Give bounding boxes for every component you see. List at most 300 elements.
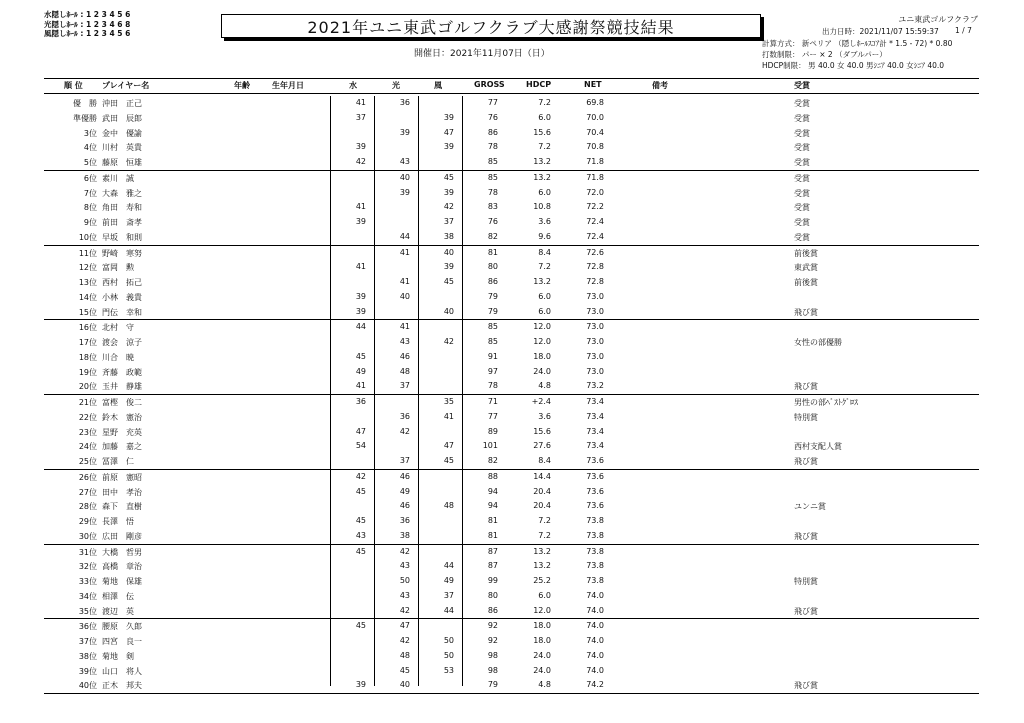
rank-cell: 12位 bbox=[78, 263, 97, 273]
player-name-cell: 四宮 良一 bbox=[102, 637, 142, 646]
net-cell: 73.6 bbox=[586, 501, 604, 511]
mizu-score-cell: 45 bbox=[355, 516, 366, 525]
hdcp-cell: 7.2 bbox=[538, 142, 551, 152]
hikari-score-cell: 42 bbox=[399, 546, 410, 556]
table-row bbox=[44, 529, 979, 545]
hdcp-cell: 14.4 bbox=[533, 471, 551, 481]
net-cell: 73.6 bbox=[586, 456, 604, 465]
mizu-score-cell: 45 bbox=[355, 486, 366, 496]
table-row bbox=[44, 664, 979, 679]
hdcp-cell: 4.8 bbox=[538, 680, 551, 690]
hdcp-cell: 13.2 bbox=[533, 277, 551, 286]
net-cell: 73.8 bbox=[586, 561, 604, 571]
kaze-score-cell: 44 bbox=[443, 605, 454, 615]
gross-cell: 87 bbox=[487, 546, 498, 556]
rank-cell: 8位 bbox=[83, 203, 97, 213]
table-row bbox=[44, 320, 979, 335]
player-name-cell: 小林 義貴 bbox=[102, 292, 142, 302]
net-cell: 73.4 bbox=[586, 397, 604, 406]
mizu-score-cell: 36 bbox=[355, 397, 366, 406]
rank-cell: 32位 bbox=[78, 562, 97, 572]
hikari-score-cell: 41 bbox=[399, 322, 410, 332]
gross-cell: 80 bbox=[487, 262, 498, 272]
rank-cell: 39位 bbox=[78, 666, 97, 676]
rank-cell: 37位 bbox=[78, 637, 97, 646]
gross-cell: 89 bbox=[487, 426, 498, 436]
net-cell: 73.4 bbox=[586, 426, 604, 436]
net-cell: 70.0 bbox=[586, 112, 604, 122]
player-name-cell: 藤原 恒雄 bbox=[102, 158, 142, 167]
net-cell: 73.4 bbox=[586, 441, 604, 451]
net-cell: 74.0 bbox=[586, 650, 604, 660]
kaze-score-cell: 42 bbox=[443, 337, 454, 346]
hikari-score-cell: 37 bbox=[399, 456, 410, 465]
prize-cell: 前後賞 bbox=[794, 248, 818, 258]
net-cell: 72.4 bbox=[586, 217, 604, 226]
rank-cell: 24位 bbox=[78, 442, 97, 452]
kaze-score-cell: 45 bbox=[443, 172, 454, 182]
player-name-cell: 冨澤 仁 bbox=[102, 457, 134, 466]
prize-cell: 男性の部ﾍﾞｽﾄｸﾞﾛｽ bbox=[794, 398, 858, 407]
player-name-cell: 山口 将人 bbox=[102, 666, 142, 676]
rank-cell: 30位 bbox=[78, 531, 97, 541]
player-name-cell: 富岡 勲 bbox=[102, 263, 134, 273]
table-row bbox=[44, 395, 979, 410]
hdcp-cell: 18.0 bbox=[533, 621, 551, 631]
mizu-score-cell: 47 bbox=[355, 426, 366, 436]
mizu-score-cell: 41 bbox=[355, 202, 366, 212]
kaze-score-cell: 40 bbox=[443, 247, 454, 257]
rank-cell: 35位 bbox=[78, 606, 97, 616]
table-row bbox=[44, 126, 979, 141]
hdcp-cell: 15.6 bbox=[533, 426, 551, 436]
mizu-score-cell: 49 bbox=[355, 366, 366, 376]
hdcp-cell: 6.0 bbox=[538, 112, 551, 122]
rank-cell: 22位 bbox=[78, 412, 97, 422]
hdcp-cell: 20.4 bbox=[533, 501, 551, 511]
player-name-cell: 長澤 悟 bbox=[102, 517, 134, 526]
table-row bbox=[44, 365, 979, 380]
player-name-cell: 角田 寿和 bbox=[102, 203, 142, 213]
hikari-score-cell: 41 bbox=[399, 277, 410, 286]
table-row bbox=[44, 140, 979, 155]
gross-cell: 71 bbox=[487, 397, 498, 406]
held-date: 開催日：2021年11月07日（日） bbox=[414, 49, 550, 59]
kaze-score-cell: 40 bbox=[443, 306, 454, 316]
mizu-score-cell: 41 bbox=[355, 262, 366, 272]
calc-method-line: 計算方式： 新ペリア （隠しﾎｰﾙｽｺｱ計 * 1.5 - 72) * 0.80 bbox=[762, 39, 953, 48]
legend-line-mizu: 水隠しﾎｰﾙ : 1 2 3 4 5 6 bbox=[44, 10, 131, 19]
prize-cell: 飛び賞 bbox=[794, 681, 818, 691]
hdcp-cell: 13.2 bbox=[533, 561, 551, 571]
gross-cell: 77 bbox=[487, 98, 498, 107]
gross-cell: 88 bbox=[487, 471, 498, 481]
gross-cell: 81 bbox=[487, 516, 498, 525]
table-row bbox=[44, 514, 979, 529]
rank-cell: 23位 bbox=[78, 427, 97, 437]
net-cell: 73.8 bbox=[586, 516, 604, 525]
rank-cell: 36位 bbox=[78, 622, 97, 632]
table-row bbox=[44, 350, 979, 365]
mizu-score-cell: 54 bbox=[355, 441, 366, 451]
col-kaze: 風 bbox=[434, 81, 442, 90]
mizu-score-cell: 42 bbox=[355, 157, 366, 166]
page-title: 2021年ユニ東武ゴルフクラブ大感謝祭競技結果 bbox=[221, 14, 761, 38]
hdcp-cell: 24.0 bbox=[533, 366, 551, 376]
net-cell: 73.6 bbox=[586, 471, 604, 481]
net-cell: 73.8 bbox=[586, 576, 604, 585]
rank-cell: 28位 bbox=[78, 502, 97, 512]
hikari-score-cell: 43 bbox=[399, 157, 410, 166]
hdcp-cell: 7.2 bbox=[538, 530, 551, 540]
gross-cell: 82 bbox=[487, 231, 498, 241]
rank-cell: 26位 bbox=[78, 472, 97, 482]
player-name-cell: 西村 拓己 bbox=[102, 278, 142, 287]
output-datetime: 出力日時：2021/11/07 15:59:37 bbox=[822, 27, 939, 36]
hdcp-cell: 25.2 bbox=[533, 576, 551, 585]
kaze-score-cell: 39 bbox=[443, 262, 454, 272]
mizu-score-cell: 39 bbox=[355, 142, 366, 152]
table-row bbox=[44, 470, 979, 485]
player-name-cell: 金中 優諭 bbox=[102, 128, 142, 138]
player-name-cell: 菊地 保雄 bbox=[102, 577, 142, 586]
kaze-score-cell: 35 bbox=[443, 397, 454, 406]
prize-cell: 特別賞 bbox=[794, 577, 818, 586]
prize-cell: 受賞 bbox=[794, 232, 810, 242]
rank-cell: 25位 bbox=[78, 457, 97, 466]
gross-cell: 86 bbox=[487, 127, 498, 137]
table-row bbox=[44, 559, 979, 574]
player-name-cell: 武田 辰郎 bbox=[102, 113, 142, 123]
table-row bbox=[44, 96, 979, 111]
prize-cell: 受賞 bbox=[794, 203, 810, 213]
gross-cell: 91 bbox=[487, 351, 498, 361]
rank-cell: 4位 bbox=[83, 143, 97, 153]
prize-cell: 特別賞 bbox=[794, 412, 818, 422]
gross-cell: 82 bbox=[487, 456, 498, 465]
hikari-score-cell: 44 bbox=[399, 231, 410, 241]
hdcp-cell: 13.2 bbox=[533, 172, 551, 182]
rank-cell: 3位 bbox=[83, 128, 97, 138]
gross-cell: 98 bbox=[487, 665, 498, 675]
net-cell: 74.0 bbox=[586, 665, 604, 675]
hikari-score-cell: 41 bbox=[399, 247, 410, 257]
hdcp-cell: 12.0 bbox=[533, 605, 551, 615]
mizu-score-cell: 39 bbox=[355, 306, 366, 316]
hikari-score-cell: 36 bbox=[399, 516, 410, 525]
player-name-cell: 鈴木 憲治 bbox=[102, 412, 142, 422]
hdcp-cell: 12.0 bbox=[533, 337, 551, 346]
table-row bbox=[44, 215, 979, 230]
col-hikari: 光 bbox=[392, 81, 400, 90]
gross-cell: 92 bbox=[487, 636, 498, 645]
table-row bbox=[44, 589, 979, 604]
hikari-score-cell: 45 bbox=[399, 665, 410, 675]
net-cell: 74.0 bbox=[586, 590, 604, 600]
hdcp-cell: 6.0 bbox=[538, 306, 551, 316]
gross-cell: 76 bbox=[487, 217, 498, 226]
table-row bbox=[44, 335, 979, 350]
hdcp-cell: 20.4 bbox=[533, 486, 551, 496]
kaze-score-cell: 45 bbox=[443, 277, 454, 286]
player-name-cell: 川合 暁 bbox=[102, 352, 134, 362]
hdcp-cell: 18.0 bbox=[533, 636, 551, 645]
net-cell: 73.6 bbox=[586, 486, 604, 496]
hikari-score-cell: 42 bbox=[399, 605, 410, 615]
hdcp-cell: 24.0 bbox=[533, 650, 551, 660]
hidden-hole-legend bbox=[44, 10, 130, 39]
gross-cell: 79 bbox=[487, 680, 498, 690]
player-name-cell: 菊地 剣 bbox=[102, 651, 134, 661]
player-name-cell: 相澤 伝 bbox=[102, 591, 134, 601]
net-cell: 73.0 bbox=[586, 337, 604, 346]
col-player: プレイヤー名 bbox=[102, 81, 150, 90]
mizu-score-cell: 45 bbox=[355, 621, 366, 631]
hdcp-cell: 12.0 bbox=[533, 322, 551, 332]
rank-cell: 20位 bbox=[78, 382, 97, 392]
table-row bbox=[44, 678, 979, 694]
player-name-cell: 渡会 涼子 bbox=[102, 338, 142, 347]
kaze-score-cell: 47 bbox=[443, 441, 454, 451]
prize-cell: 受賞 bbox=[794, 113, 810, 123]
rank-cell: 7位 bbox=[83, 188, 97, 198]
rank-cell: 優 勝 bbox=[73, 99, 97, 108]
player-name-cell: 玉井 静雄 bbox=[102, 382, 142, 392]
gross-cell: 85 bbox=[487, 157, 498, 166]
mizu-score-cell: 39 bbox=[355, 680, 366, 690]
hdcp-cell: 9.6 bbox=[538, 231, 551, 241]
player-name-cell: 田中 孝治 bbox=[102, 487, 142, 497]
net-cell: 73.4 bbox=[586, 411, 604, 421]
hikari-score-cell: 46 bbox=[399, 501, 410, 511]
organization-name: ユニ東武ゴルフクラブ bbox=[898, 15, 978, 24]
mizu-score-cell: 45 bbox=[355, 546, 366, 556]
col-age: 年齢 bbox=[234, 81, 250, 90]
prize-cell: 受賞 bbox=[794, 173, 810, 183]
rank-cell: 29位 bbox=[78, 517, 97, 526]
hdcp-cell: 6.0 bbox=[538, 187, 551, 197]
prize-cell: 飛び賞 bbox=[794, 606, 818, 616]
hikari-score-cell: 39 bbox=[399, 187, 410, 197]
net-cell: 74.2 bbox=[586, 680, 604, 690]
net-cell: 73.0 bbox=[586, 366, 604, 376]
rank-cell: 21位 bbox=[78, 398, 97, 407]
prize-cell: 受賞 bbox=[794, 128, 810, 138]
hikari-score-cell: 50 bbox=[399, 576, 410, 585]
hdcp-cell: 24.0 bbox=[533, 665, 551, 675]
player-name-cell: 前田 斎孝 bbox=[102, 218, 142, 227]
gross-cell: 87 bbox=[487, 561, 498, 571]
player-name-cell: 高橋 章治 bbox=[102, 562, 142, 572]
net-cell: 74.0 bbox=[586, 605, 604, 615]
prize-cell: 受賞 bbox=[794, 218, 810, 227]
table-row bbox=[44, 305, 979, 321]
mizu-score-cell: 45 bbox=[355, 351, 366, 361]
table-row bbox=[44, 186, 979, 201]
prize-cell: 飛び賞 bbox=[794, 531, 818, 541]
player-name-cell: 川村 英貴 bbox=[102, 143, 142, 153]
hdcp-cell: 6.0 bbox=[538, 291, 551, 301]
col-rank: 順 位 bbox=[64, 81, 83, 90]
prize-cell: 飛び賞 bbox=[794, 382, 818, 392]
hdcp-limit-line: HDCP制限： 男 40.0 女 40.0 男ｼﾆｱ 40.0 女ｼﾆｱ 40.0 bbox=[762, 61, 945, 70]
table-row bbox=[44, 275, 979, 290]
table-row bbox=[44, 410, 979, 425]
net-cell: 71.8 bbox=[586, 157, 604, 166]
gross-cell: 94 bbox=[487, 486, 498, 496]
col-net: NET bbox=[584, 80, 602, 89]
kaze-score-cell: 37 bbox=[443, 590, 454, 600]
mizu-score-cell: 42 bbox=[355, 471, 366, 481]
prize-cell: 受賞 bbox=[794, 158, 810, 167]
table-row bbox=[44, 499, 979, 514]
player-name-cell: 斉藤 政範 bbox=[102, 367, 142, 377]
prize-cell: 受賞 bbox=[794, 99, 810, 108]
table-row bbox=[44, 260, 979, 275]
gross-cell: 98 bbox=[487, 650, 498, 660]
hikari-score-cell: 36 bbox=[399, 98, 410, 107]
kaze-score-cell: 38 bbox=[443, 231, 454, 241]
rank-cell: 40位 bbox=[78, 681, 97, 691]
col-gross: GROSS bbox=[474, 80, 505, 89]
player-name-cell: 大森 雅之 bbox=[102, 188, 142, 198]
prize-cell: ユンニ賞 bbox=[794, 502, 826, 512]
kaze-score-cell: 39 bbox=[443, 142, 454, 152]
gross-cell: 85 bbox=[487, 337, 498, 346]
gross-cell: 81 bbox=[487, 530, 498, 540]
hdcp-cell: +2.4 bbox=[531, 397, 551, 406]
gross-cell: 101 bbox=[482, 441, 498, 451]
rank-cell: 19位 bbox=[78, 367, 97, 377]
rank-cell: 11位 bbox=[78, 248, 97, 258]
rank-cell: 33位 bbox=[78, 577, 97, 586]
kaze-score-cell: 48 bbox=[443, 501, 454, 511]
net-cell: 72.2 bbox=[586, 202, 604, 212]
player-name-cell: 森下 直樹 bbox=[102, 502, 142, 512]
net-cell: 69.8 bbox=[586, 98, 604, 107]
hikari-score-cell: 46 bbox=[399, 351, 410, 361]
hikari-score-cell: 47 bbox=[399, 621, 410, 631]
gross-cell: 99 bbox=[487, 576, 498, 585]
rank-cell: 38位 bbox=[78, 651, 97, 661]
gross-cell: 80 bbox=[487, 590, 498, 600]
table-row bbox=[44, 634, 979, 649]
table-row bbox=[44, 290, 979, 305]
table-row bbox=[44, 454, 979, 470]
hikari-score-cell: 43 bbox=[399, 590, 410, 600]
net-cell: 73.0 bbox=[586, 306, 604, 316]
hikari-score-cell: 40 bbox=[399, 291, 410, 301]
hdcp-cell: 7.2 bbox=[538, 516, 551, 525]
hdcp-cell: 7.2 bbox=[538, 262, 551, 272]
mizu-score-cell: 44 bbox=[355, 322, 366, 332]
hikari-score-cell: 42 bbox=[399, 636, 410, 645]
gross-cell: 92 bbox=[487, 621, 498, 631]
player-name-cell: 大橋 哲男 bbox=[102, 547, 142, 557]
table-row bbox=[44, 649, 979, 664]
table-row bbox=[44, 230, 979, 246]
hdcp-cell: 8.4 bbox=[538, 247, 551, 257]
gross-cell: 85 bbox=[487, 322, 498, 332]
gross-cell: 86 bbox=[487, 277, 498, 286]
gross-cell: 76 bbox=[487, 112, 498, 122]
table-row bbox=[44, 246, 979, 261]
hdcp-cell: 10.8 bbox=[533, 202, 551, 212]
hikari-score-cell: 39 bbox=[399, 127, 410, 137]
kaze-score-cell: 42 bbox=[443, 202, 454, 212]
rank-cell: 14位 bbox=[78, 292, 97, 302]
mizu-score-cell: 41 bbox=[355, 381, 366, 391]
prize-cell: 東武賞 bbox=[794, 263, 818, 273]
page-number: 1 / 7 bbox=[955, 26, 972, 35]
kaze-score-cell: 39 bbox=[443, 112, 454, 122]
kaze-score-cell: 45 bbox=[443, 456, 454, 465]
gross-cell: 77 bbox=[487, 411, 498, 421]
table-row bbox=[44, 485, 979, 500]
col-birthdate: 生年月日 bbox=[272, 81, 304, 90]
rank-cell: 10位 bbox=[78, 232, 97, 242]
mizu-score-cell: 41 bbox=[355, 98, 366, 107]
player-name-cell: 前原 憲昭 bbox=[102, 472, 142, 482]
table-row bbox=[44, 200, 979, 215]
rank-cell: 27位 bbox=[78, 487, 97, 497]
net-cell: 73.2 bbox=[586, 381, 604, 391]
legend-line-kaze: 風隠しﾎｰﾙ : 1 2 3 4 5 6 bbox=[44, 29, 131, 38]
kaze-score-cell: 41 bbox=[443, 411, 454, 421]
gross-cell: 81 bbox=[487, 247, 498, 257]
gross-cell: 85 bbox=[487, 172, 498, 182]
col-hdcp: HDCP bbox=[526, 80, 552, 89]
net-cell: 73.8 bbox=[586, 530, 604, 540]
table-row bbox=[44, 379, 979, 395]
table-row bbox=[44, 574, 979, 589]
rank-cell: 5位 bbox=[83, 158, 97, 167]
gross-cell: 78 bbox=[487, 381, 498, 391]
net-cell: 73.0 bbox=[586, 291, 604, 301]
player-name-cell: 富樫 俊二 bbox=[102, 398, 142, 407]
player-name-cell: 北村 守 bbox=[102, 323, 134, 333]
hikari-score-cell: 40 bbox=[399, 680, 410, 690]
player-name-cell: 渡辺 英 bbox=[102, 606, 134, 616]
gross-cell: 97 bbox=[487, 366, 498, 376]
hdcp-cell: 15.6 bbox=[533, 127, 551, 137]
gross-cell: 78 bbox=[487, 142, 498, 152]
kaze-score-cell: 37 bbox=[443, 217, 454, 226]
player-name-cell: 加藤 嘉之 bbox=[102, 442, 142, 452]
hdcp-cell: 3.6 bbox=[538, 411, 551, 421]
hikari-score-cell: 43 bbox=[399, 337, 410, 346]
rank-cell: 9位 bbox=[83, 218, 97, 227]
net-cell: 72.6 bbox=[586, 247, 604, 257]
table-row bbox=[44, 439, 979, 454]
net-cell: 72.4 bbox=[586, 231, 604, 241]
player-name-cell: 正木 邦夫 bbox=[102, 681, 142, 691]
net-cell: 74.0 bbox=[586, 621, 604, 631]
hikari-score-cell: 48 bbox=[399, 650, 410, 660]
net-cell: 73.0 bbox=[586, 351, 604, 361]
hdcp-cell: 13.2 bbox=[533, 546, 551, 556]
hdcp-cell: 7.2 bbox=[538, 98, 551, 107]
prize-cell: 飛び賞 bbox=[794, 457, 818, 466]
player-name-cell: 星野 充英 bbox=[102, 427, 142, 437]
rank-cell: 6位 bbox=[83, 173, 97, 183]
prize-cell: 受賞 bbox=[794, 143, 810, 153]
hikari-score-cell: 38 bbox=[399, 530, 410, 540]
col-mizu: 水 bbox=[349, 81, 357, 90]
gross-cell: 79 bbox=[487, 291, 498, 301]
hikari-score-cell: 42 bbox=[399, 426, 410, 436]
mizu-score-cell: 39 bbox=[355, 291, 366, 301]
